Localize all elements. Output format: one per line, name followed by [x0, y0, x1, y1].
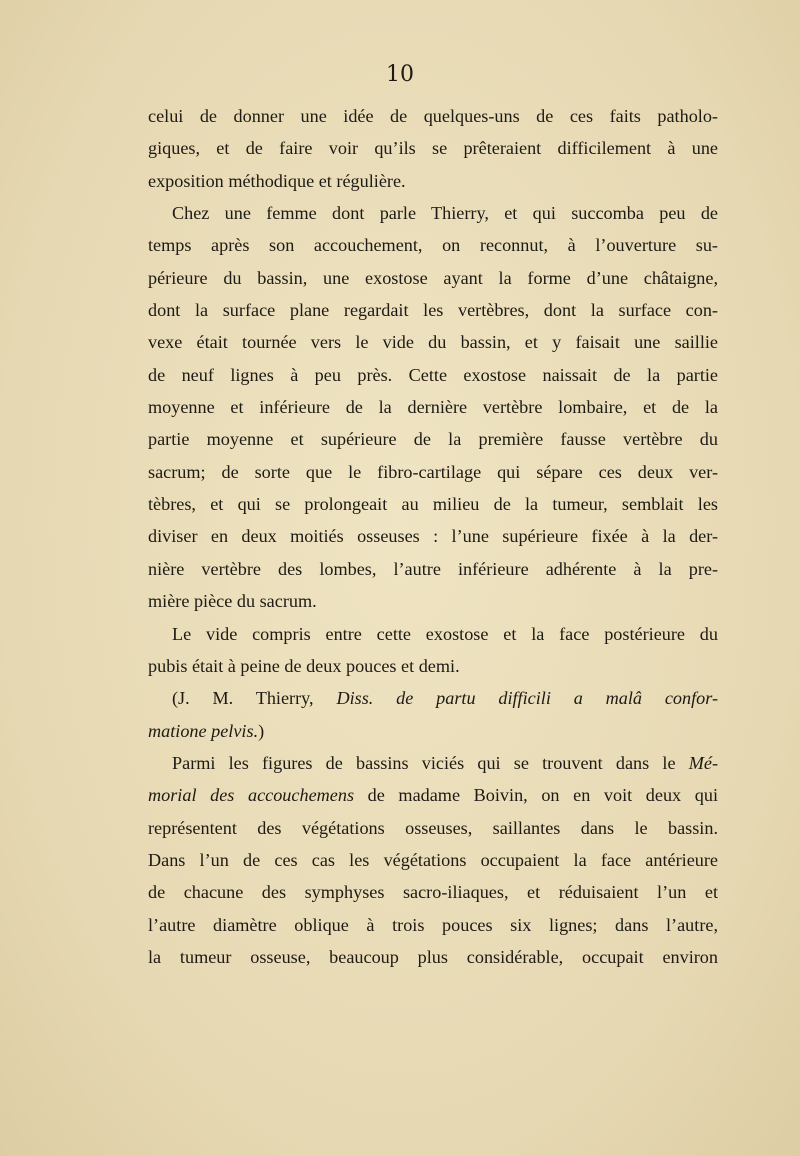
text-span: périeure du bassin, une exostose ayant la forme d’une châtaigne, [148, 267, 718, 288]
text-span: dont la surface plane regardait les vertèbres, dont la surface con- [148, 300, 718, 321]
text-line [148, 520, 718, 552]
text-span: moyenne et inférieure de la dernière vertèbre lombaire, et de la [148, 397, 718, 418]
text-line [148, 682, 718, 714]
text-span: vexe était tournée vers le vide du bassin, et y faisait une saillie [148, 332, 718, 353]
text-span: tèbres, et qui se prolongeait au milieu de la tumeur, semblait les [148, 494, 718, 515]
text-span: Dans l’un de ces cas les végétations occupaient la face antérieure [148, 849, 718, 870]
text-line [148, 650, 718, 682]
text-line [148, 423, 718, 455]
text-line [148, 747, 718, 779]
italic-span: Diss. de partu difficili a malâ confor- [336, 688, 718, 709]
text-line [148, 715, 718, 747]
text-line [148, 812, 718, 844]
text-span: la tumeur osseuse, beaucoup plus considérable, occupait environ [148, 946, 718, 967]
text-line [148, 100, 718, 132]
text-line [148, 132, 718, 164]
text-line [148, 229, 718, 261]
text-line [148, 585, 718, 617]
text-span: l’autre diamètre oblique à trois pouces six lignes; dans l’autre, [148, 914, 718, 935]
text-span: mière pièce du sacrum. [148, 591, 317, 612]
text-span: diviser en deux moitiés osseuses : l’une supérieure fixée à la der- [148, 526, 718, 547]
text-line [148, 391, 718, 423]
text-span: giques, et de faire voir qu’ils se prêteraient difficilement à une [148, 138, 718, 159]
text-span: de madame Boivin, on en voit deux qui [354, 785, 719, 806]
text-span: Parmi les figures de bassins viciés qui se trouvent dans le [172, 752, 689, 773]
text-span: sacrum; de sorte que le fibro-cartilage qui sépare ces deux ver- [148, 461, 718, 482]
text-span: temps après son accouchement, on reconnut, à l’ouverture su- [148, 235, 718, 256]
text-line [148, 553, 718, 585]
text-line [148, 359, 718, 391]
text-span: exposition méthodique et régulière. [148, 170, 406, 191]
text-span: de neuf lignes à peu près. Cette exostose naissait de la partie [148, 364, 718, 385]
italic-span: Mé- [688, 752, 718, 773]
text-span: nière vertèbre des lombes, l’autre inférieure adhérente à la pre- [148, 558, 718, 579]
text-line [148, 197, 718, 229]
italic-span: morial des accouchemens [148, 785, 355, 806]
text-line [148, 456, 718, 488]
page-number: 10 [386, 62, 414, 87]
text-line [148, 779, 718, 811]
text-line [148, 262, 718, 294]
text-line [148, 326, 718, 358]
text-span: celui de donner une idée de quelques-uns de ces faits patholo- [148, 106, 718, 126]
text-span: ) [258, 720, 265, 741]
text-span: représentent des végétations osseuses, saillantes dans le bassin. [148, 817, 718, 838]
text-span: (J. M. Thierry, [172, 688, 337, 709]
text-line [148, 941, 718, 973]
body-text [148, 100, 718, 973]
text-line [148, 165, 718, 197]
text-line [148, 618, 718, 650]
text-span: pubis était à peine de deux pouces et demi. [148, 655, 460, 676]
text-span: Le vide compris entre cette exostose et la face postérieure du [172, 623, 718, 644]
text-line [148, 909, 718, 941]
text-line [148, 488, 718, 520]
italic-span: matione pelvis. [148, 720, 259, 741]
text-line [148, 294, 718, 326]
text-line [148, 876, 718, 908]
text-span: partie moyenne et supérieure de la première fausse vertèbre du [148, 429, 718, 450]
text-span: Chez une femme dont parle Thierry, et qui succomba peu de [172, 203, 718, 224]
text-span: de chacune des symphyses sacro-iliaques, et réduisaient l’un et [148, 882, 718, 903]
text-line [148, 844, 718, 876]
